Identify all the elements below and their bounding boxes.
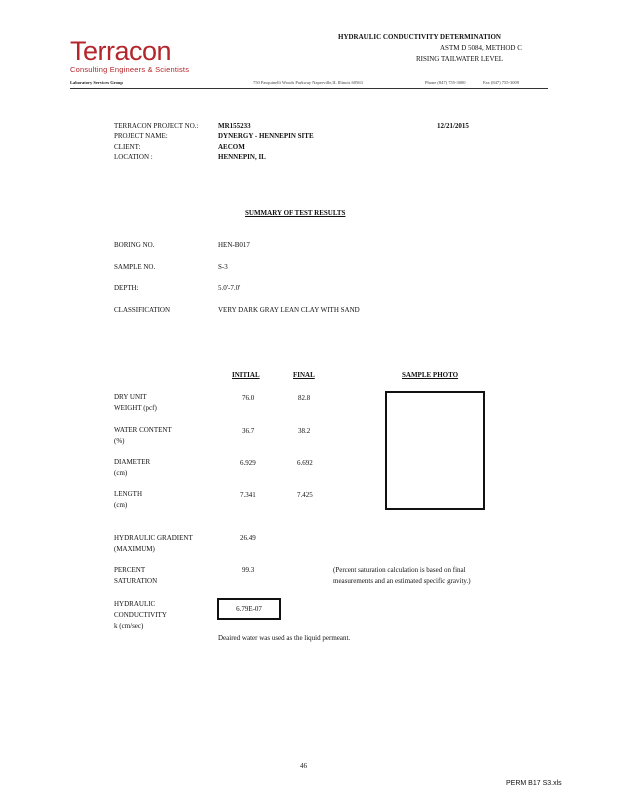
hydraulic-gradient-sublabel: (MAXIMUM) [114, 545, 155, 553]
percent-saturation-value: 99.3 [242, 566, 255, 574]
saturation-note-line1: (Percent saturation calculation is based on final [333, 566, 466, 574]
length-final: 7.425 [297, 491, 313, 499]
initial-heading: INITIAL [232, 371, 260, 379]
water-content-label: WATER CONTENT [114, 426, 172, 434]
lab-fax: Fax (847) 755-3009 [483, 80, 519, 85]
conductivity-value-box [217, 598, 281, 620]
terracon-logo [70, 38, 189, 74]
water-content-initial: 36.7 [242, 427, 255, 435]
water-content-unit: (%) [114, 437, 125, 445]
project-name-label: PROJECT NAME: [114, 132, 168, 140]
length-unit: (cm) [114, 501, 128, 509]
project-name: DYNERGY - HENNEPIN SITE [218, 132, 314, 140]
sample-label: SAMPLE NO. [114, 263, 156, 271]
percent-saturation-label: PERCENT [114, 566, 146, 574]
project-no-label: TERRACON PROJECT NO.: [114, 122, 199, 130]
conductivity-sublabel: CONDUCTIVITY [114, 611, 167, 619]
report-title-line1: HYDRAULIC CONDUCTIVITY DETERMINATION [338, 33, 501, 41]
page-number: 46 [300, 762, 307, 770]
conductivity-unit: k (cm/sec) [114, 622, 144, 630]
location-value: HENNEPIN, IL [218, 153, 266, 161]
depth-label: DEPTH: [114, 284, 139, 292]
classification-value: VERY DARK GRAY LEAN CLAY WITH SAND [218, 306, 360, 314]
depth-value: 5.0'-7.0' [218, 284, 241, 292]
header-divider [70, 88, 548, 89]
report-title-line3: RISING TAILWATER LEVEL [416, 55, 504, 63]
dry-unit-weight-initial: 76.0 [242, 394, 255, 402]
saturation-note-line2: measurements and an estimated specific gravity.) [333, 577, 471, 585]
dry-unit-weight-final: 82.8 [298, 394, 311, 402]
permeant-note: Deaired water was used as the liquid permeant. [218, 634, 351, 642]
boring-value: HEN-B017 [218, 241, 250, 249]
sample-photo-frame [385, 391, 485, 510]
boring-label: BORING NO. [114, 241, 155, 249]
sample-value: S-3 [218, 263, 228, 271]
hydraulic-gradient-label: HYDRAULIC GRADIENT [114, 534, 193, 542]
classification-label: CLASSIFICATION [114, 306, 171, 314]
client-name: AECOM [218, 143, 245, 151]
file-name: PERM B17 S3.xls [506, 780, 562, 787]
conductivity-label: HYDRAULIC [114, 600, 156, 608]
conductivity-value: 6.79E-07 [236, 605, 262, 613]
dry-unit-weight-label: DRY UNIT [114, 393, 147, 401]
logo-wordmark: Terracon [70, 36, 172, 66]
hydraulic-gradient-value: 26.49 [240, 534, 256, 542]
dry-unit-weight-unit: WEIGHT (pcf) [114, 404, 157, 412]
length-initial: 7.341 [240, 491, 256, 499]
lab-address: 750 Pasquinelli Woods Parkway Naperville,IL Illinois 60563 [253, 80, 363, 85]
water-content-final: 38.2 [298, 427, 311, 435]
percent-saturation-sublabel: SATURATION [114, 577, 158, 585]
client-label: CLIENT: [114, 143, 141, 151]
length-label: LENGTH [114, 490, 142, 498]
project-no: MR155233 [218, 122, 251, 130]
report-title-line2: ASTM D 5084, METHOD C [440, 44, 522, 52]
lab-group: Laboratory Services Group [70, 80, 123, 85]
diameter-final: 6.692 [297, 459, 313, 467]
lab-phone: Phone (847) 755-3000 [425, 80, 466, 85]
sample-photo-heading: SAMPLE PHOTO [402, 371, 459, 379]
logo-tagline: Consulting Engineers & Scientists [70, 65, 190, 74]
diameter-unit: (cm) [114, 469, 128, 477]
diameter-label: DIAMETER [114, 458, 151, 466]
diameter-initial: 6.929 [240, 459, 256, 467]
final-heading: FINAL [293, 371, 315, 379]
summary-title: SUMMARY OF TEST RESULTS [245, 209, 346, 217]
report-date: 12/21/2015 [437, 122, 469, 130]
location-label: LOCATION : [114, 153, 153, 161]
